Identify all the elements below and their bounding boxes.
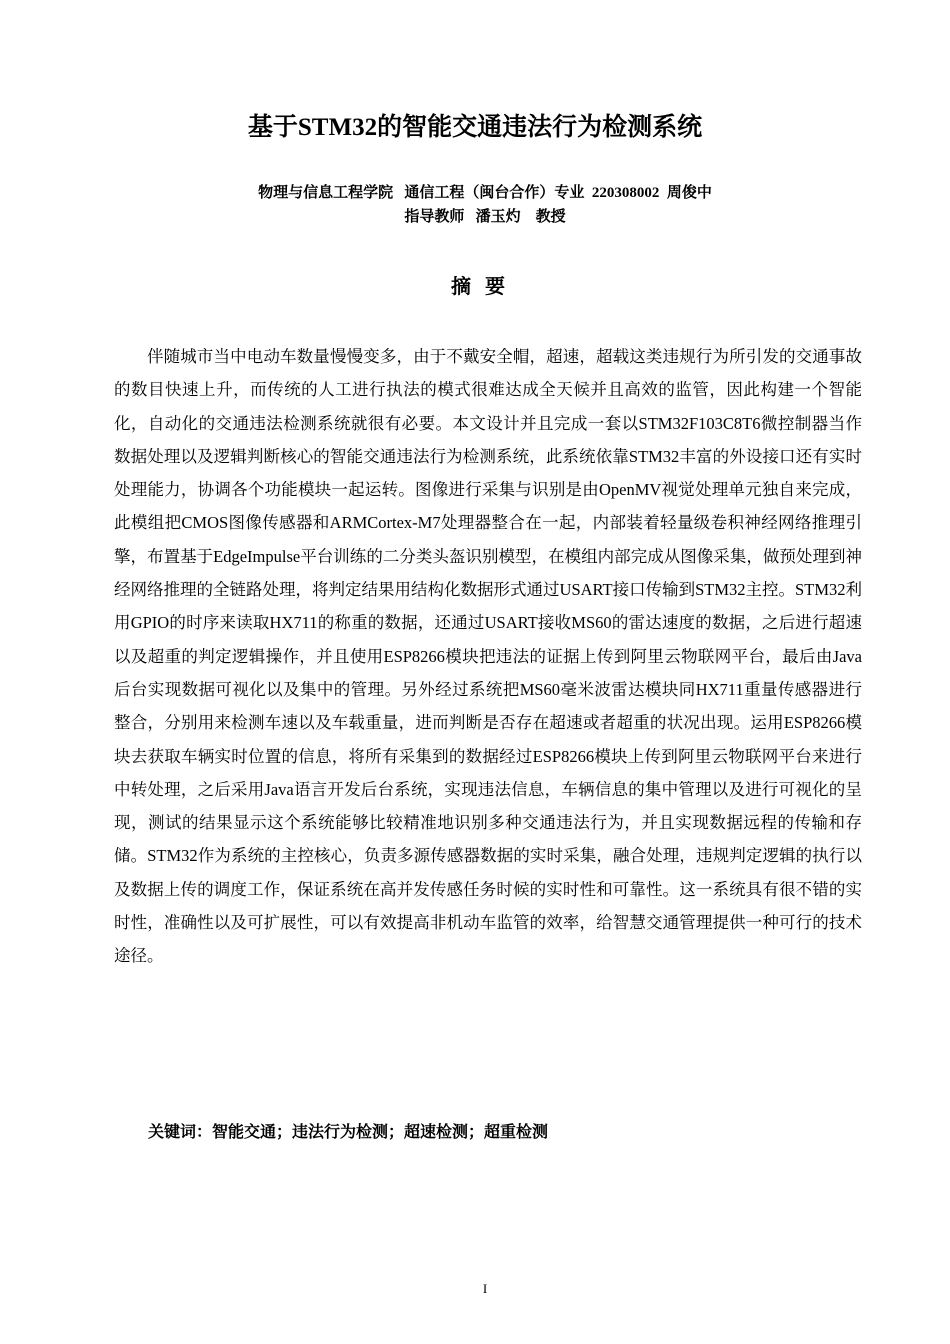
author-info-text: 物理与信息工程学院 通信工程（闽台合作）专业 220308002 周俊中 (258, 185, 712, 201)
advisor-info-line (0, 206, 950, 228)
author-info-line (0, 182, 950, 204)
document-title: 基于STM32的智能交通违法行为检测系统 (247, 114, 703, 141)
abstract-body: 伴随城市当中电动车数量慢慢变多，由于不戴安全帽，超速，超载这类违规行为所引发的交通事故的数目快速上升，而传统的人工进行执法的模式很难达成全天候并且高效的监管，因此构建一个智能化，自动化的交通违法检测系统就很有必要。本文设计并且完成一套以STM32F103C8T6微控制器当作数据处理以及逻辑判断核心的智能交通违法行为检测系统，此系统依靠STM32丰富的外设接口还有实时处理能力，协调各个功能模块一起运转。图像进行采集与识别是由OpenMV视觉处理单元独自来完成，此模组把CMOS图像传感器和ARMCortex-M7处理器整合在一起，内部装着轻量级卷积神经网络推理引擎，布置基于EdgeImpulse平台训练的二分类头盔识别模型，在模组内部完成从图像采集，做预处理到神经网络推理的全链路处理，将判定结果用结构化数据形式通过USART接口传输到STM32主控。STM32利用GPIO的时序来读取HX711的称重的数据，还通过USART接收MS60的雷达速度的数据，之后进行超速以及超重的判定逻辑操作，并且使用ESP8266模块把违法的证据上传到阿里云物联网平台，最后由Java后台实现数据可视化以及集中的管理。另外经过系统把MS60毫米波雷达模块同HX711重量传感器进行整合，分别用来检测车速以及车载重量，进而判断是否存在超速或者超重的状况出现。运用ESP8266模块去获取车辆实时位置的信息，将所有采集到的数据经过ESP8266模块上传到阿里云物联网平台来进行中转处理，之后采用Java语言开发后台系统，实现违法信息，车辆信息的集中管理以及进行可视化的呈现，测试的结果显示这个系统能够比较精准地识别多种交通违法行为，并且实现数据远程的传输和存储。STM32作为系统的主控核心，负责多源传感器数据的实时采集，融合处理，违规判定逻辑的执行以及数据上传的调度工作，保证系统在高并发传感任务时候的实时性和可靠性。这一系统具有很不错的实时性，准确性以及可扩展性，可以有效提高非机动车监管的效率，给智慧交通管理提供一种可行的技术途径。 (114, 347, 862, 966)
page-number: I (482, 1281, 488, 1296)
keywords-line: 关键词：智能交通；违法行为检测；超速检测；超重检测 (148, 1122, 549, 1141)
abstract-heading: 摘要 (451, 276, 519, 298)
advisor-info-text: 指导教师 潘玉灼 教授 (404, 209, 566, 225)
